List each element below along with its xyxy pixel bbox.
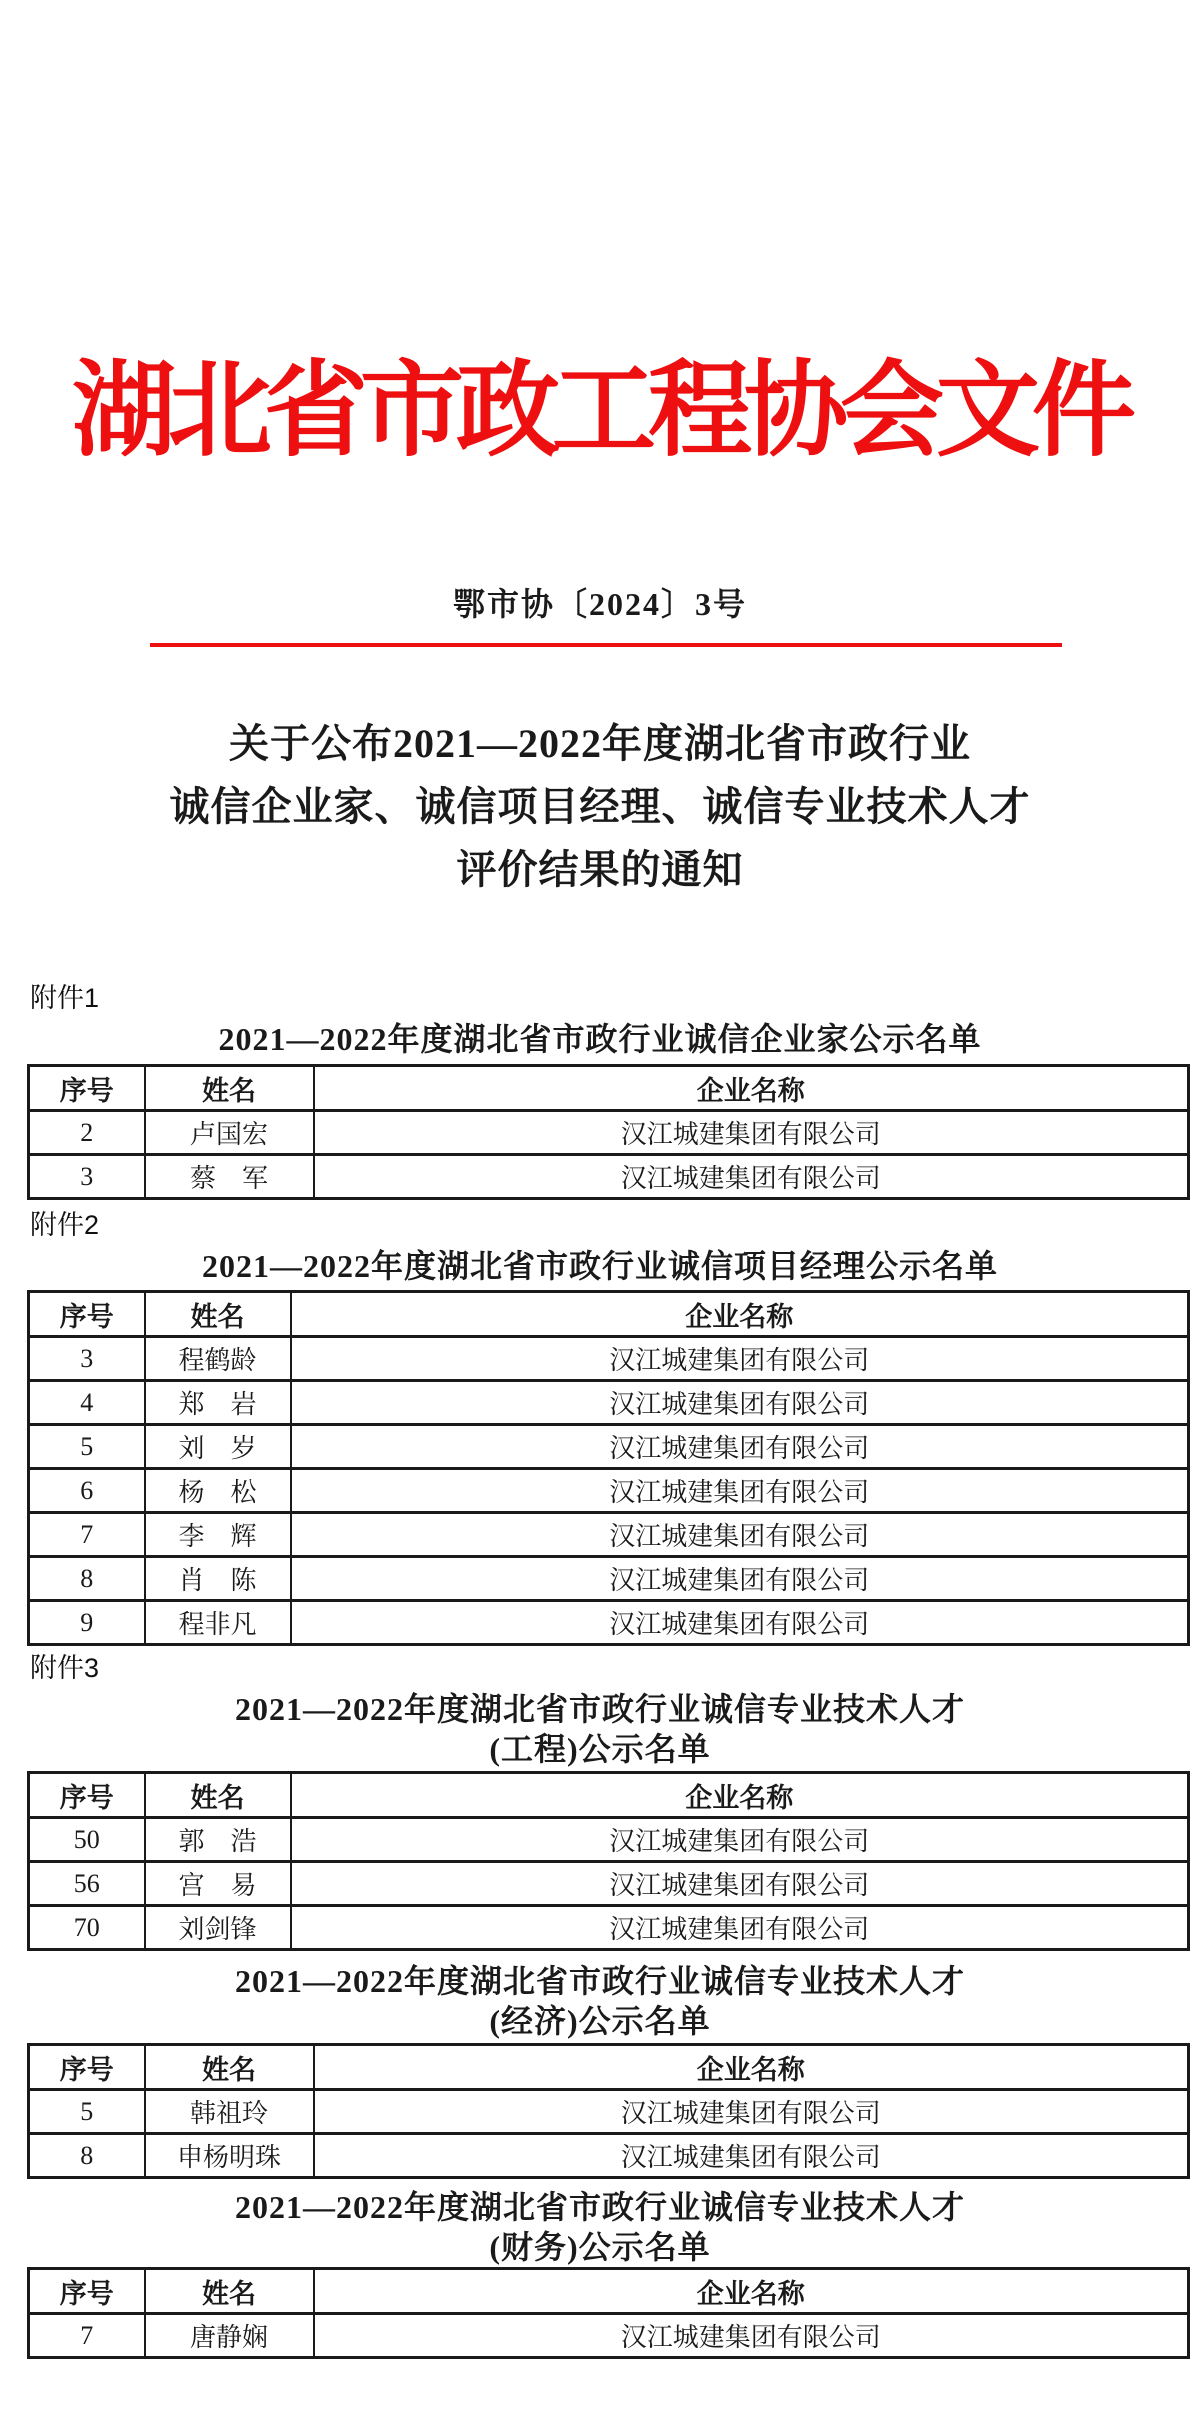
cell-company: 汉江城建集团有限公司 <box>314 2090 1189 2134</box>
table-header-cell: 姓名 <box>145 1292 291 1337</box>
table-row <box>29 1557 1189 1601</box>
table-row <box>29 1381 1189 1425</box>
table-row <box>29 1906 1189 1950</box>
main-title-line-2: 诚信企业家、诚信项目经理、诚信专业技术人才 <box>169 784 1031 829</box>
table-header-cell: 企业名称 <box>314 1066 1189 1111</box>
section-title-line: 2021—2022年度湖北省市政行业诚信项目经理公示名单 <box>201 1248 998 1284</box>
section-title <box>0 1689 1200 1769</box>
cell-company: 汉江城建集团有限公司 <box>314 2314 1189 2358</box>
section-title-line: (工程)公示名单 <box>489 1731 711 1767</box>
table-header-cell: 姓名 <box>145 2045 314 2090</box>
attachments-container <box>0 983 1200 2359</box>
table-row <box>29 2134 1189 2178</box>
roster-table <box>27 2267 1190 2359</box>
table-row <box>29 1425 1189 1469</box>
table-header-cell: 序号 <box>29 1773 145 1818</box>
cell-company: 汉江城建集团有限公司 <box>291 1601 1189 1645</box>
section-title-line: (财务)公示名单 <box>489 2229 711 2265</box>
cell-serial: 6 <box>29 1469 145 1513</box>
cell-serial: 5 <box>29 2090 145 2134</box>
roster-table <box>27 2043 1190 2179</box>
table-header-cell: 序号 <box>29 1066 145 1111</box>
table-header-cell: 企业名称 <box>291 1292 1189 1337</box>
section-title <box>0 2187 1200 2267</box>
table-header-cell: 企业名称 <box>314 2269 1189 2314</box>
cell-serial: 7 <box>29 1513 145 1557</box>
table-header-row <box>29 1773 1189 1818</box>
cell-name: 刘剑锋 <box>145 1906 291 1950</box>
cell-name: 蔡 军 <box>145 1155 314 1199</box>
cell-company: 汉江城建集团有限公司 <box>314 1111 1189 1155</box>
roster-table <box>27 1290 1190 1646</box>
table-header-cell: 企业名称 <box>314 2045 1189 2090</box>
cell-name: 郑 岩 <box>145 1381 291 1425</box>
cell-name: 程鹤龄 <box>145 1337 291 1381</box>
table-row <box>29 1513 1189 1557</box>
main-title-line-1: 关于公布2021—2022年度湖北省市政行业 <box>229 721 971 766</box>
table-row <box>29 1862 1189 1906</box>
section-title-line: (经济)公示名单 <box>489 2003 711 2039</box>
attachment-label: 附件1 <box>30 983 100 1013</box>
cell-serial: 8 <box>29 2134 145 2178</box>
cell-company: 汉江城建集团有限公司 <box>314 2134 1189 2178</box>
cell-company: 汉江城建集团有限公司 <box>291 1862 1189 1906</box>
cell-name: 唐静娴 <box>145 2314 314 2358</box>
attachment-label: 附件3 <box>30 1653 100 1683</box>
cell-name: 刘 岁 <box>145 1425 291 1469</box>
cell-name: 程非凡 <box>145 1601 291 1645</box>
cell-serial: 9 <box>29 1601 145 1645</box>
cell-company: 汉江城建集团有限公司 <box>291 1557 1189 1601</box>
attachment-section <box>0 983 1200 1200</box>
section-title-line: 2021—2022年度湖北省市政行业诚信专业技术人才 <box>234 2189 965 2225</box>
cell-serial: 70 <box>29 1906 145 1950</box>
main-title <box>0 712 1200 901</box>
cell-company: 汉江城建集团有限公司 <box>291 1469 1189 1513</box>
document-number: 鄂市协〔2024〕3号 <box>452 586 747 622</box>
table-row <box>29 2314 1189 2358</box>
cell-company: 汉江城建集团有限公司 <box>291 1381 1189 1425</box>
cell-name: 肖 陈 <box>145 1557 291 1601</box>
cell-serial: 56 <box>29 1862 145 1906</box>
cell-serial: 4 <box>29 1381 145 1425</box>
cell-name: 卢国宏 <box>145 1111 314 1155</box>
cell-serial: 7 <box>29 2314 145 2358</box>
attachment-section <box>0 1961 1200 2179</box>
section-title <box>0 1246 1200 1286</box>
cell-name: 李 辉 <box>145 1513 291 1557</box>
cell-company: 汉江城建集团有限公司 <box>291 1513 1189 1557</box>
cell-company: 汉江城建集团有限公司 <box>291 1337 1189 1381</box>
cell-name: 韩祖玲 <box>145 2090 314 2134</box>
section-title-line: 2021—2022年度湖北省市政行业诚信专业技术人才 <box>234 1963 965 1999</box>
cell-name: 申杨明珠 <box>145 2134 314 2178</box>
letterhead-title: 湖北省市政工程协会文件 <box>71 354 1128 469</box>
table-header-cell: 企业名称 <box>291 1773 1189 1818</box>
cell-company: 汉江城建集团有限公司 <box>291 1818 1189 1862</box>
section-title <box>0 1961 1200 2041</box>
table-row <box>29 1601 1189 1645</box>
cell-serial: 2 <box>29 1111 145 1155</box>
table-header-row <box>29 1292 1189 1337</box>
cell-name: 郭 浩 <box>145 1818 291 1862</box>
table-header-cell: 姓名 <box>145 1773 291 1818</box>
cell-name: 宫 易 <box>145 1862 291 1906</box>
cell-serial: 3 <box>29 1337 145 1381</box>
section-title-line: 2021—2022年度湖北省市政行业诚信专业技术人才 <box>234 1691 965 1727</box>
red-divider-line <box>150 643 1062 647</box>
table-header-row <box>29 1066 1189 1111</box>
cell-serial: 5 <box>29 1425 145 1469</box>
table-header-cell: 序号 <box>29 1292 145 1337</box>
table-header-cell: 姓名 <box>145 2269 314 2314</box>
cell-name: 杨 松 <box>145 1469 291 1513</box>
section-title <box>0 1019 1200 1059</box>
table-row <box>29 2090 1189 2134</box>
table-row <box>29 1111 1189 1155</box>
table-header-row <box>29 2045 1189 2090</box>
roster-table <box>27 1064 1190 1200</box>
cell-company: 汉江城建集团有限公司 <box>291 1906 1189 1950</box>
table-header-row <box>29 2269 1189 2314</box>
table-row <box>29 1337 1189 1381</box>
table-header-cell: 姓名 <box>145 1066 314 1111</box>
table-header-cell: 序号 <box>29 2045 145 2090</box>
attachment-section <box>0 1653 1200 1951</box>
cell-serial: 8 <box>29 1557 145 1601</box>
cell-company: 汉江城建集团有限公司 <box>291 1425 1189 1469</box>
table-row <box>29 1469 1189 1513</box>
table-row <box>29 1155 1189 1199</box>
cell-serial: 3 <box>29 1155 145 1199</box>
cell-serial: 50 <box>29 1818 145 1862</box>
table-row <box>29 1818 1189 1862</box>
roster-table <box>27 1771 1190 1951</box>
section-title-line: 2021—2022年度湖北省市政行业诚信企业家公示名单 <box>218 1021 982 1057</box>
table-header-cell: 序号 <box>29 2269 145 2314</box>
cell-company: 汉江城建集团有限公司 <box>314 1155 1189 1199</box>
attachment-label: 附件2 <box>30 1210 100 1240</box>
attachment-section <box>0 1210 1200 1646</box>
attachment-section <box>0 2187 1200 2359</box>
main-title-line-3: 评价结果的通知 <box>456 847 744 892</box>
